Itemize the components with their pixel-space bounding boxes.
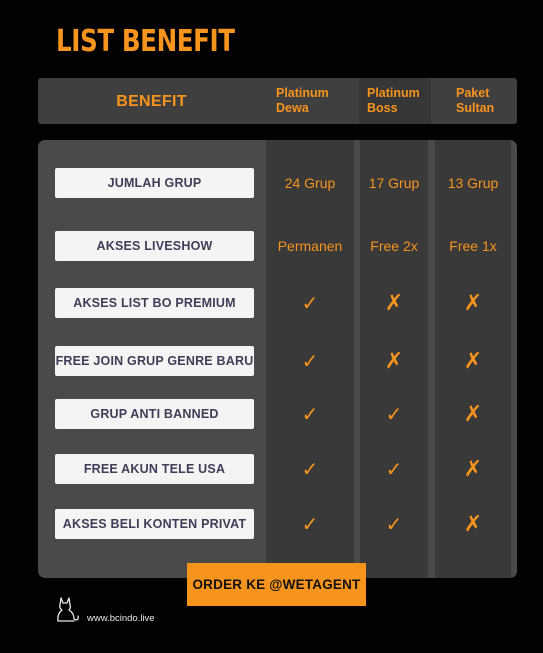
table-row: [38, 454, 517, 486]
cell-paket-sultan: 13 Grup: [447, 175, 499, 191]
cross-icon: ✗: [463, 290, 483, 316]
check-icon: ✓: [385, 512, 403, 536]
table-row: [38, 231, 517, 263]
table-row: [38, 399, 517, 431]
row-label: AKSES LIVESHOW: [55, 231, 254, 261]
header-plan-platinum-boss: Platinum Boss: [359, 78, 431, 124]
row-label: GRUP ANTI BANNED: [55, 399, 254, 429]
row-label: AKSES BELI KONTEN PRIVAT: [55, 509, 254, 539]
cat-icon: [53, 594, 83, 624]
cell-platinum-boss: 17 Grup: [368, 175, 420, 191]
check-icon: ✓: [301, 349, 319, 373]
check-icon: ✓: [385, 457, 403, 481]
header-benefit-label: BENEFIT: [116, 92, 187, 110]
table-row: [38, 288, 517, 320]
cross-icon: ✗: [463, 401, 483, 427]
order-button[interactable]: ORDER KE @WETAGENT: [187, 563, 366, 606]
table-row: [38, 509, 517, 541]
row-label: JUMLAH GRUP: [55, 168, 254, 198]
page-title: LIST BENEFIT: [56, 24, 235, 59]
footer-url[interactable]: www.bcindo.live: [87, 613, 155, 624]
cell-platinum-boss: Free 2x: [370, 238, 418, 254]
cross-icon: ✗: [463, 348, 483, 374]
check-icon: ✓: [385, 402, 403, 426]
table-row: [38, 346, 517, 378]
cross-icon: ✗: [384, 348, 404, 374]
cross-icon: ✗: [463, 511, 483, 537]
row-label: AKSES LIST BO PREMIUM: [55, 288, 254, 318]
cross-icon: ✗: [384, 290, 404, 316]
table-header: [38, 78, 517, 124]
cell-paket-sultan: Free 1x: [449, 238, 497, 254]
check-icon: ✓: [301, 402, 319, 426]
check-icon: ✓: [301, 512, 319, 536]
benefit-table: [38, 140, 517, 578]
header-plan-platinum-dewa: Platinum Dewa: [276, 86, 329, 115]
row-label: FREE AKUN TELE USA: [55, 454, 254, 484]
cell-platinum-dewa: 24 Grup: [284, 175, 336, 191]
cell-platinum-dewa: Permanen: [277, 238, 343, 254]
check-icon: ✓: [301, 457, 319, 481]
table-row: [38, 168, 517, 200]
check-icon: ✓: [301, 291, 319, 315]
row-label: FREE JOIN GRUP GENRE BARU: [55, 346, 254, 376]
header-plan-paket-sultan: Paket Sultan: [456, 86, 495, 115]
cross-icon: ✗: [463, 456, 483, 482]
